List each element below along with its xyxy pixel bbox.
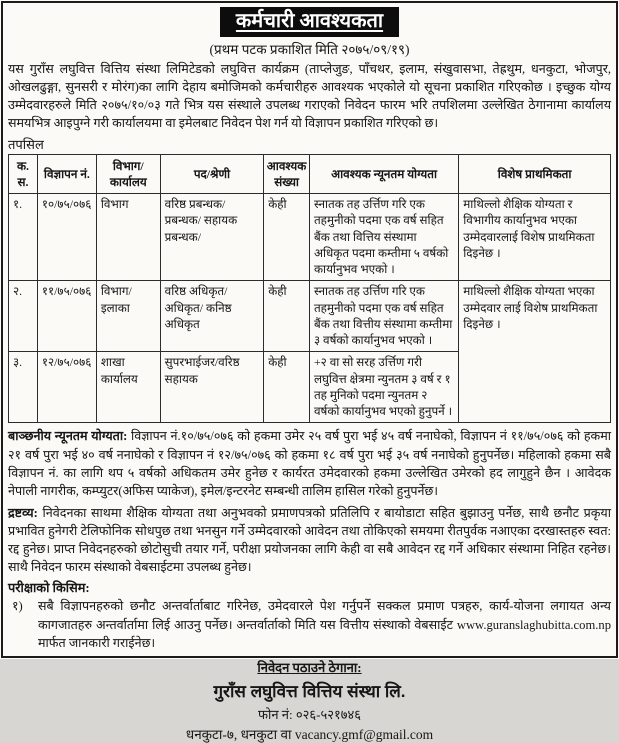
vacancy-table bbox=[8, 154, 611, 424]
cell-ad-no: १२/७५/०७६ bbox=[37, 352, 96, 423]
cell-ad-no: ११/७५/०७६ bbox=[37, 281, 96, 352]
address-and-email: धनकुटा-७, धनकुटा वा vacancy.gmf@gmail.com bbox=[185, 726, 434, 742]
intro-paragraph: यस गुराँस लघुवित्त वित्तिय संस्था लिमिटेडको लघुवित्त कार्यक्रम (ताप्लेजुङ, पाँचथर, इलाम, संखुवासभा, तेह्रथुम, धनकुटा, भोजपुर, ओखलढुङ्गा, सुनसरी र मोरंग)का लागि देहाय बमोजिमको कर्मचारीहरु आवश्यक भएकोले यो सूचना प्रकाशित गरिएकोछ । इच्छुक योग्य उम्मेदवारहरुले मिति २०७५/१०/०३ गते भित्र यस संस्थाले उपलब्ध गराएको निवेदन फारम भरि तपशिलमा उल्लेखित ठेगानामा कार्यालय समयभित्र आइपुग्ने गरी कार्यालयमा वा इमेलबाट निवेदन पेश गर्न यो विज्ञापन प्रकाशित गरिएको छ। bbox=[8, 62, 611, 131]
header-priority: विशेष प्राथमिकता bbox=[459, 154, 611, 194]
header-post: पद/श्रेणी bbox=[160, 154, 264, 194]
application-address-heading: निवेदन पठाउने ठेगाना: bbox=[257, 659, 362, 675]
table-row bbox=[9, 194, 611, 281]
cell-qualification: स्नातक तह उर्त्तिण गरि एक तहमुनीको पदमा एक वर्ष सहित बैंक तथा वित्तिय संस्थामा अधिकृत पदमा कम्तीमा ५ वर्षको कार्यानुभव भएको । bbox=[309, 194, 458, 281]
desired-qualification-text: विज्ञापन नं.१०/७५/०७६ को हकमा उमेर २५ वर्ष पुरा भई ४५ वर्ष ननाघेको, विज्ञापन नं ११/७५/०७६ को हकमा २१ वर्ष पुरा भई ४० वर्ष ननाघेको र विज्ञापन नं १२/७५/०७६ को हकमा १८ वर्ष पुरा भई ३५ वर्ष ननाघेको हुनुपर्नेछ। महिलाको हकमा सबै विज्ञापन नं. का लागि थप ५ वर्षको अधिकतम उमेर हुनेछ र कार्यरत उमेदवारको हकमा उल्लेखित उमेरको हद लागुहुने छैन । आवेदक नेपाली नागरीक, कम्प्युटर(अफिस प्याकेज), इमेल/इन्टरनेट सम्बन्धी तालिम हासिल गरेको हुनुपर्नेछ। bbox=[8, 429, 611, 498]
cell-priority-merged: माथिल्लो शैक्षिक योग्यता भएका उम्मेदवार लाई विशेष प्राथमिकता दिइनेछ । bbox=[459, 281, 611, 423]
cell-count: केही bbox=[264, 194, 310, 281]
cell-ad-no: १०/७५/०७६ bbox=[37, 194, 96, 281]
cell-count: केही bbox=[264, 352, 310, 423]
note-label: द्रष्टव्य: bbox=[8, 505, 38, 520]
note-text: निवेदनका साथमा शैक्षिक योग्यता तथा अनुभवको प्रमाणपत्रको प्रतिलिपि र बायोडाटा सहित बुझाउनु पर्नेछ, साथै छनौट प्रकृया प्रभावित हुनेगरी टेलिफोनिक सोधपुछ तथा भनसुन गर्ने उम्मेदवारको आवेदन तथा तोकिएको समयमा रीतपुर्वक नआएका दरखास्तहरु स्वत: रद्द हुनेछ। प्राप्त निवेदनहरुको छोटोसुची तयार गर्ने, परीक्षा प्रयोजनका लागि केही वा सबै आवेदन रद्द गर्ने अधिकार संस्थामा निहित रहनेछ। साथै निवेदन फारम संस्थाको वेबसाईटमा उपलब्ध हुनेछ। bbox=[8, 505, 611, 575]
cell-sn: ३. bbox=[9, 352, 38, 423]
exam-item-text: सबै विज्ञापनहरुको छनौट अन्तर्वार्ताबाट गरिनेछ, उमेदवारले पेश गर्नुपर्ने सक्कल प्रमाण पत्रहरु, कार्य-योजना लगायत अन्य कागजातहरु अन्तर्वार्तामा लिई आउनु पर्नेछ। अन्तर्वार्ताको मिति यस वित्तीय संस्थाको वेबसाईट www.guranslaghubitta.com.np मार्फत जानकारी गराईनेछ। bbox=[38, 599, 611, 650]
note-paragraph bbox=[8, 504, 611, 577]
phone-number: फोन नं: ०२६-५२१७४६ bbox=[257, 706, 362, 722]
header-count: आवश्यक संख्या bbox=[264, 154, 310, 194]
exam-item bbox=[8, 597, 611, 651]
publish-date-subtitle: (प्रथम पटक प्रकाशित मिति २०७५/०९/१९) bbox=[209, 42, 410, 57]
header-sn: क. स. bbox=[9, 154, 38, 194]
cell-post: वरिष्ठ प्रबन्धक/ प्रबन्धक/ सहायक प्रबन्धक/ bbox=[160, 194, 264, 281]
header-ad-no: विज्ञापन नं. bbox=[37, 154, 96, 194]
title-wrap bbox=[8, 7, 611, 37]
cell-priority: माथिल्लो शैक्षिक योग्यता र विभागीय कार्यानुभव भएका उम्मेदवारलाई विशेष प्राथमिकता दिइनेछ । bbox=[459, 194, 611, 281]
desired-qualification-paragraph bbox=[8, 427, 611, 500]
organization-name: गुराँस लघुवित्त वित्तिय संस्था लि. bbox=[213, 681, 406, 701]
notice-frame bbox=[1, 1, 618, 742]
tapasil-label: तपसिल bbox=[8, 136, 44, 152]
exam-item-number: १) bbox=[12, 599, 23, 614]
desired-qualification-label: बाञ्छनीय न्यूनतम योग्यता: bbox=[8, 429, 128, 444]
cell-dept: विभाग/ इलाका bbox=[96, 281, 160, 352]
cell-qualification: +२ वा सो सरह उर्त्तिण गरी लघुवित्त क्षेत्रमा न्युनतम ३ वर्ष र १ तह मुनिको पदमा न्युनतम २ वर्षको कार्यानुभव भएको हुनुपर्ने । bbox=[309, 352, 458, 423]
header-dept: विभाग/ कार्यालय bbox=[96, 154, 160, 194]
cell-post: वरिष्ठ अधिकृत/ अधिकृत/ कनिष्ठ अधिकृत bbox=[160, 281, 264, 352]
table-header-row bbox=[9, 154, 611, 194]
cell-sn: २. bbox=[9, 281, 38, 352]
table-row bbox=[9, 281, 611, 352]
cell-qualification: स्नातक तह उर्त्तिण गरि एक तहमुनीको पदमा एक वर्ष सहित बैंक तथा वित्तीय संस्थामा कम्तीमा ३ वर्षको कार्यानुभव भएको । bbox=[309, 281, 458, 352]
header-qualification: आवश्यक न्यूनतम योग्यता bbox=[309, 154, 458, 194]
exam-type-heading: परीक्षाको किसिम: bbox=[8, 581, 90, 596]
cell-dept: शाखा कार्यालय bbox=[96, 352, 160, 423]
cell-dept: विभाग bbox=[96, 194, 160, 281]
notice-title: कर्मचारी आवश्यकता bbox=[220, 7, 399, 37]
cell-count: केही bbox=[264, 281, 310, 352]
cell-post: सुपरभाईजर/वरिष्ठ सहायक bbox=[160, 352, 264, 423]
cell-sn: १. bbox=[9, 194, 38, 281]
